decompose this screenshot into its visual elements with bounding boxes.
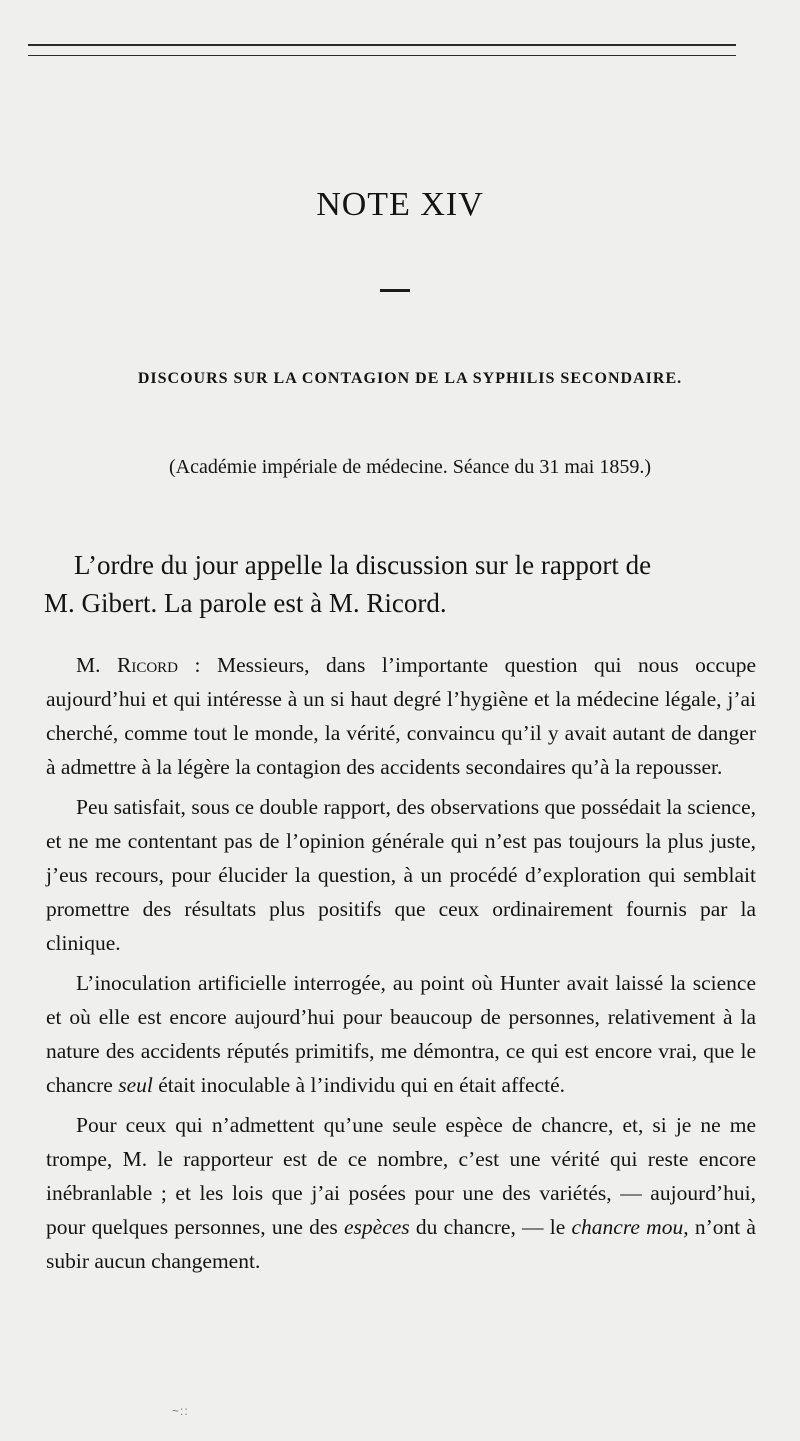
section-title: DISCOURS SUR LA CONTAGION DE LA SYPHILIS SECONDAIRE.: [137, 370, 683, 387]
intro-paragraph: [44, 546, 756, 622]
paragraph-3: [46, 966, 756, 1102]
paragraph-4-text-b: du chancre, — le: [409, 1215, 572, 1239]
paragraph-1-text: : Messieurs, dans l’importante question qui nous occupe aujourd’hui et qui intéresse à un si haut degré l’hygiène et la médecine légale, j’ai cherché, comme tout le monde, la vérité, convaincu qu’il y avait autant de danger à admettre à la légère la contagion des accidents secondaires qu’à la repousser.: [46, 653, 756, 779]
paragraph-3-text-a: L’inoculation artificielle interrogée, au point où Hunter avait laissé la science et où elle est encore aujourd’hui pour beaucoup de personnes, relativement à la nature des accidents réputés primitifs, me démontra, ce qui est encore vrai, que le chancre: [46, 971, 756, 1097]
body-text: [46, 648, 756, 1284]
intro-line-1: L’ordre du jour appelle la discussion sur le rapport de: [74, 550, 652, 580]
paragraph-3-italic: seul: [118, 1073, 153, 1097]
paragraph-1: [46, 648, 756, 784]
paragraph-4-text-c: , n’ont à subir aucun changement.: [46, 1215, 756, 1273]
paragraph-3-text-b: était inoculable à l’individu qui en était affecté.: [152, 1073, 565, 1097]
speaker-name: M. Ricord: [76, 653, 178, 677]
header-rule: [28, 44, 736, 56]
title-dash-divider: [380, 289, 410, 292]
paragraph-4-text-a: Pour ceux qui n’admettent qu’une seule espèce de chancre, et, si je ne me trompe, M. le rapporteur est de ce nombre, c’est une vérité qui reste encore inébranlable ; et les lois que j’ai posées pour une des variétés, — aujourd’hui, pour quelques personnes, une des: [46, 1113, 756, 1239]
intro-line-2: M. Gibert. La parole est à M. Ricord.: [44, 588, 447, 618]
note-title: NOTE XIV: [316, 186, 484, 223]
footer-mark: ~::: [172, 1404, 189, 1418]
paragraph-2: Peu satisfait, sous ce double rapport, des observations que possédait la science, et ne me contentant pas de l’opinion générale qui n’est pas toujours la plus juste, j’eus recours, pour élucider la question, à un procédé d’exploration qui semblait promettre des résultats plus positifs que ceux ordinairement fournis par la clinique.: [46, 795, 756, 955]
paragraph-4-italic-2: chancre mou: [571, 1215, 684, 1239]
session-subtitle: (Académie impériale de médecine. Séance du 31 mai 1859.): [168, 456, 652, 478]
paragraph-4-italic-1: espèces: [344, 1215, 410, 1239]
paragraph-4: [46, 1108, 756, 1278]
